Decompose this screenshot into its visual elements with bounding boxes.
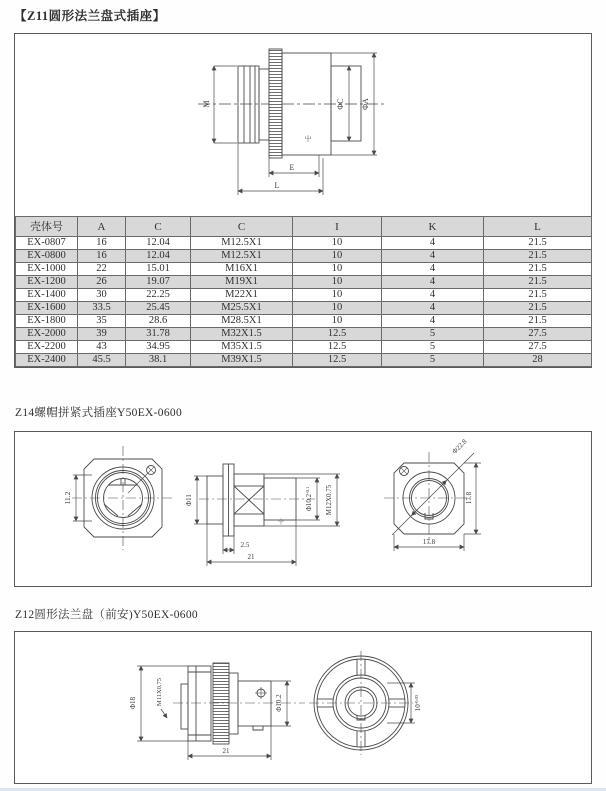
- table-cell: 45.5: [78, 354, 126, 367]
- front-cap: [188, 666, 211, 741]
- table-cell: 39: [78, 328, 126, 341]
- z14-front-view: [72, 446, 174, 550]
- dim-label-m11: M11X0.75: [156, 677, 163, 707]
- table-cell: M39X1.5: [191, 354, 293, 367]
- table-cell: 21.5: [484, 276, 592, 289]
- thread-relief-mark: 屮: [277, 520, 285, 526]
- table-cell: 10: [293, 263, 382, 276]
- table-cell: 4: [382, 315, 484, 328]
- dim-label-11-2: 11.2: [63, 491, 72, 505]
- z12-front-view: [309, 651, 415, 755]
- table-cell: 25.45: [126, 302, 191, 315]
- table-cell: 4: [382, 289, 484, 302]
- z11-table-body: [16, 237, 592, 367]
- table-cell: EX-1400: [16, 289, 78, 302]
- table-cell: 10: [293, 315, 382, 328]
- table-row: [16, 250, 592, 263]
- table-cell: 15.01: [126, 263, 191, 276]
- table-cell: 34.95: [126, 341, 191, 354]
- table-cell: 27.5: [484, 341, 592, 354]
- table-cell: 4: [382, 250, 484, 263]
- table-cell: 19.07: [126, 276, 191, 289]
- table-cell: M12.5X1: [191, 250, 293, 263]
- leader-m11: [161, 709, 167, 718]
- table-cell: EX-2000: [16, 328, 78, 341]
- table-cell: 10: [293, 250, 382, 263]
- table-cell: 4: [382, 302, 484, 315]
- z14-side-view: [199, 464, 315, 536]
- table-cell: 30: [78, 289, 126, 302]
- table-row: [16, 315, 592, 328]
- table-cell: 31.78: [126, 328, 191, 341]
- table-cell: 10: [293, 302, 382, 315]
- table-cell: M16X1: [191, 263, 293, 276]
- table-cell: EX-1000: [16, 263, 78, 276]
- z14-caption: Z14螺帽拼紧式插座Y50EX-0600: [15, 407, 182, 419]
- diagonal-dim: [392, 453, 474, 535]
- col-header-c2: C: [191, 217, 293, 237]
- z14-views-drawing: [15, 432, 591, 586]
- dim-label-2-5: 2.5: [240, 541, 250, 549]
- table-cell: 21.5: [484, 250, 592, 263]
- table-cell: 12.5: [293, 328, 382, 341]
- dim-label-l: L: [274, 181, 280, 190]
- dim-label-17-8-h: 17.8: [422, 538, 436, 546]
- table-cell: 33.5: [78, 302, 126, 315]
- table-cell: M32X1.5: [191, 328, 293, 341]
- table-cell: M22X1: [191, 289, 293, 302]
- table-cell: M25.5X1: [191, 302, 293, 315]
- table-cell: EX-1600: [16, 302, 78, 315]
- z12-side-view: [173, 663, 305, 744]
- table-cell: 12.5: [293, 341, 382, 354]
- table-cell: 4: [382, 263, 484, 276]
- table-cell: 38.1: [126, 354, 191, 367]
- table-cell: 28: [484, 354, 592, 367]
- table-cell: 10: [293, 289, 382, 302]
- col-header-a: A: [78, 217, 126, 237]
- table-cell: 16: [78, 237, 126, 250]
- table-cell: M12.5X1: [191, 237, 293, 250]
- dim-label-phi102: $\Phi 10.2^{-0.1}$: [305, 486, 313, 512]
- table-row: [16, 341, 592, 354]
- dim-label-phi102: Φ10.2: [275, 694, 283, 712]
- table-cell: 16: [78, 250, 126, 263]
- table-cell: 4: [382, 276, 484, 289]
- thread-relief-mark: 屮: [304, 135, 312, 143]
- table-cell: 21.5: [484, 302, 592, 315]
- dim-label-phi-c: ΦC: [336, 98, 345, 110]
- col-header-l: L: [484, 217, 592, 237]
- z11-connector-body: [198, 49, 387, 158]
- dim-label-e: E: [289, 163, 295, 172]
- table-cell: 10: [293, 276, 382, 289]
- col-header-shell: 壳体号: [16, 217, 78, 237]
- dim-label-10: $10^{-0.03}$: [414, 694, 422, 712]
- z12-section-frame: [14, 631, 592, 784]
- z11-dimension-table: [15, 216, 592, 367]
- table-cell: 5: [382, 354, 484, 367]
- dim-label-21: 21: [247, 553, 255, 561]
- knurl-band: [269, 49, 282, 158]
- table-cell: EX-0807: [16, 237, 78, 250]
- bottom-notch: [253, 726, 263, 730]
- table-cell: 43: [78, 341, 126, 354]
- table-cell: EX-1800: [16, 315, 78, 328]
- dim-label-phi-a: ΦA: [361, 98, 370, 110]
- table-cell: 10: [293, 237, 382, 250]
- table-row: [16, 354, 592, 367]
- table-cell: 12.5: [293, 354, 382, 367]
- dim-label-phi22-8: Φ22.8: [450, 437, 469, 456]
- table-cell: 12.04: [126, 250, 191, 263]
- col-header-c1: C: [126, 217, 191, 237]
- table-row: [16, 263, 592, 276]
- table-row: [16, 302, 592, 315]
- table-cell: 22.25: [126, 289, 191, 302]
- table-cell: EX-2400: [16, 354, 78, 367]
- table-cell: EX-0800: [16, 250, 78, 263]
- knurl-band: [213, 663, 229, 744]
- table-cell: 5: [382, 328, 484, 341]
- cap-outline: [238, 66, 259, 143]
- table-cell: 26: [78, 276, 126, 289]
- dim-label-phi18: Φ18: [129, 696, 137, 710]
- col-header-k: K: [382, 217, 484, 237]
- dim-label-21: 21: [222, 747, 230, 755]
- page-title: 【Z11圆形法兰盘式插座】: [14, 9, 166, 23]
- dim-label-phi11: Φ11: [185, 494, 193, 506]
- dim-label-17-8-v: 17.8: [465, 491, 473, 505]
- table-cell: 4: [382, 237, 484, 250]
- table-cell: 21.5: [484, 263, 592, 276]
- table-cell: M19X1: [191, 276, 293, 289]
- z12-caption: Z12圆形法兰盘（前安)Y50EX-0600: [15, 609, 198, 621]
- table-cell: 21.5: [484, 315, 592, 328]
- table-header-row: [16, 217, 592, 237]
- table-cell: 5: [382, 341, 484, 354]
- z12-views-drawing: [15, 632, 591, 783]
- table-cell: M35X1.5: [191, 341, 293, 354]
- table-cell: EX-1200: [16, 276, 78, 289]
- z11-side-view-drawing: [15, 34, 591, 216]
- table-cell: 22: [78, 263, 126, 276]
- table-cell: M28.5X1: [191, 315, 293, 328]
- col-header-i: I: [293, 217, 382, 237]
- table-row: [16, 289, 592, 302]
- z14-section-frame: [14, 431, 592, 587]
- table-cell: 12.04: [126, 237, 191, 250]
- z11-section-frame: [14, 33, 592, 368]
- table-cell: 35: [78, 315, 126, 328]
- table-cell: 28.6: [126, 315, 191, 328]
- table-cell: 21.5: [484, 237, 592, 250]
- table-row: [16, 237, 592, 250]
- table-cell: 27.5: [484, 328, 592, 341]
- table-row: [16, 328, 592, 341]
- table-row: [16, 276, 592, 289]
- table-cell: 21.5: [484, 289, 592, 302]
- dim-label-m12: M12X0.75: [325, 484, 333, 516]
- table-cell: EX-2200: [16, 341, 78, 354]
- dim-label-m: M: [202, 100, 211, 108]
